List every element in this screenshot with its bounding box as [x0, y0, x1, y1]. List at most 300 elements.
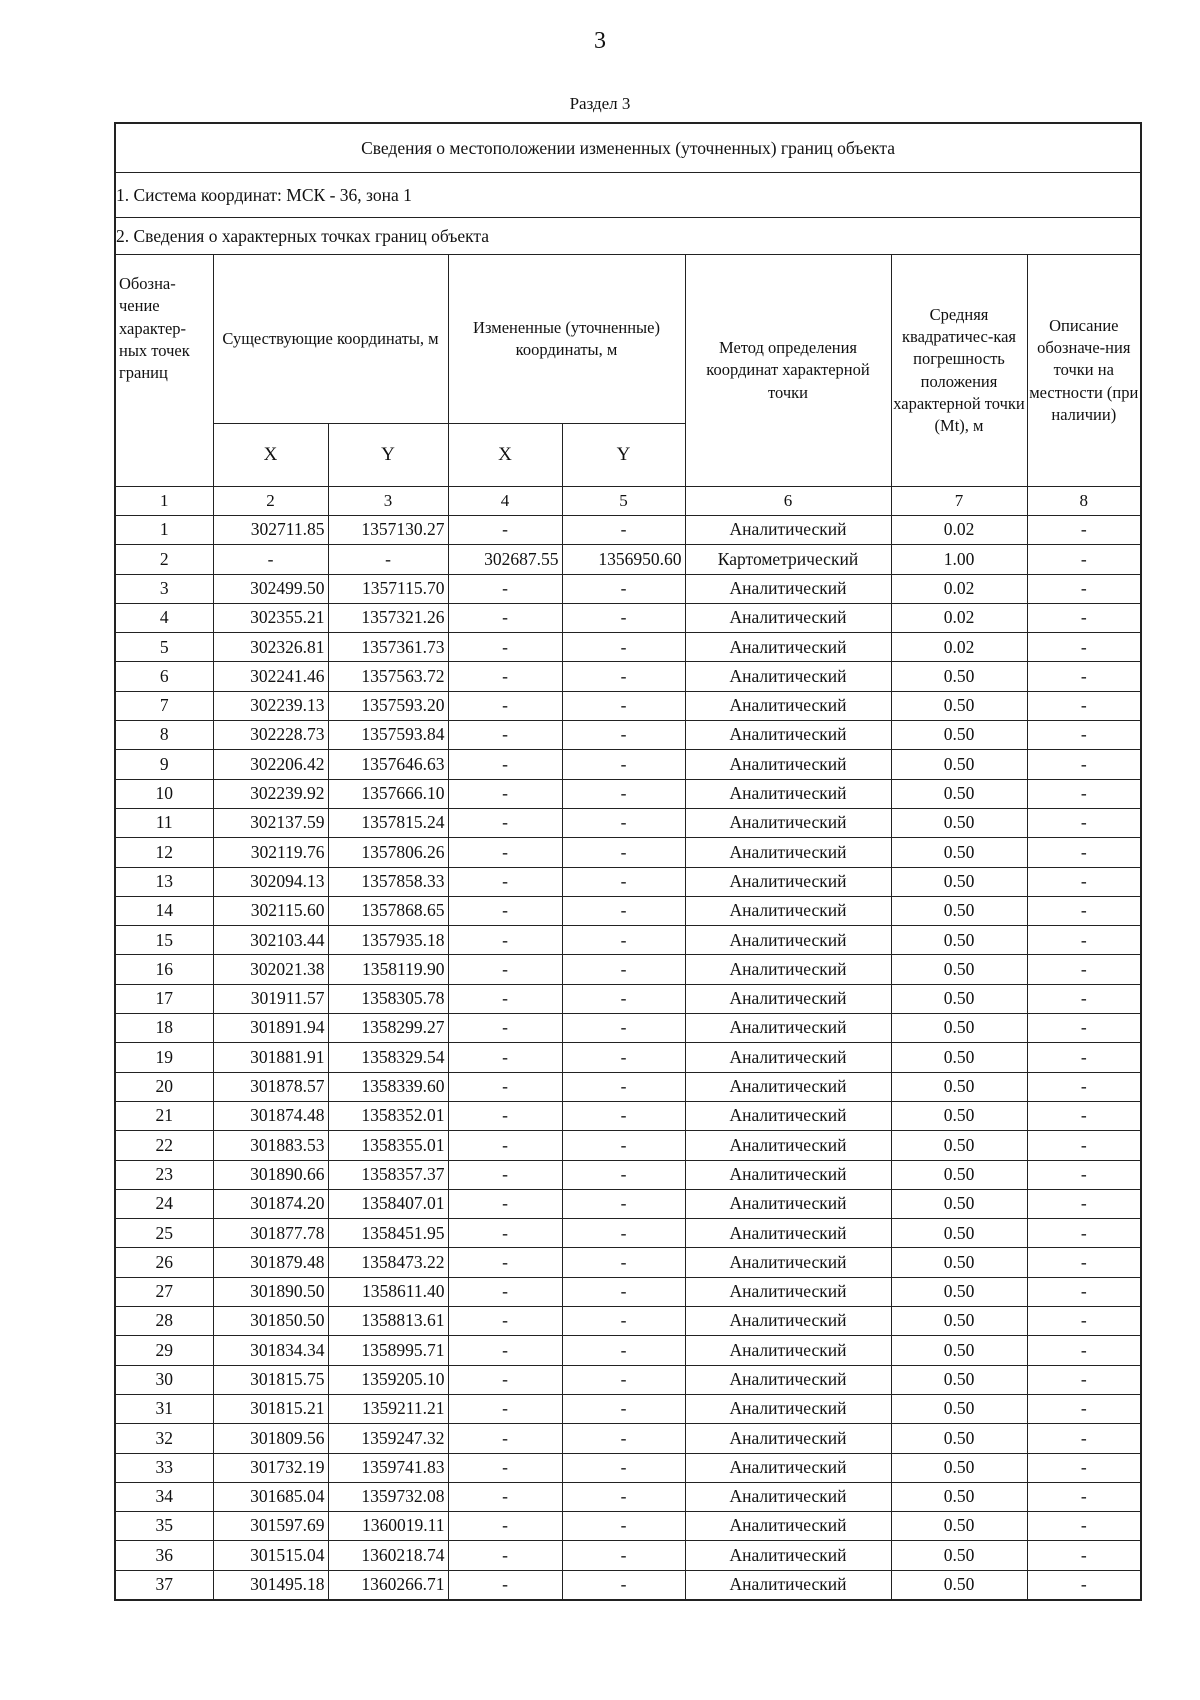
changed-y: -: [562, 779, 685, 808]
changed-y: -: [562, 721, 685, 750]
method: Аналитический: [685, 955, 891, 984]
mean-error: 0.50: [891, 838, 1027, 867]
changed-x: -: [448, 779, 562, 808]
method: Аналитический: [685, 1424, 891, 1453]
point-number: 10: [115, 779, 213, 808]
point-number: 21: [115, 1101, 213, 1130]
table-row: [115, 926, 1141, 955]
table-row: [115, 574, 1141, 603]
point-number: 33: [115, 1453, 213, 1482]
changed-x: -: [448, 574, 562, 603]
table-row: [115, 1394, 1141, 1423]
existing-y: 1357815.24: [328, 808, 448, 837]
existing-y: 1357935.18: [328, 926, 448, 955]
method: Аналитический: [685, 808, 891, 837]
table-row: [115, 1219, 1141, 1248]
existing-x: 301850.50: [213, 1307, 328, 1336]
point-number: 7: [115, 691, 213, 720]
mean-error: 0.50: [891, 779, 1027, 808]
existing-y: 1359741.83: [328, 1453, 448, 1482]
changed-y: -: [562, 516, 685, 545]
changed-x: -: [448, 1541, 562, 1570]
existing-x: 301878.57: [213, 1072, 328, 1101]
column-number: 3: [328, 487, 448, 516]
description: -: [1027, 808, 1141, 837]
table-row: [115, 1424, 1141, 1453]
coordinate-system: 1. Система координат: МСК - 36, зона 1: [115, 173, 1141, 218]
changed-y: -: [562, 1512, 685, 1541]
point-number: 13: [115, 867, 213, 896]
existing-x: 302499.50: [213, 574, 328, 603]
existing-x: 302241.46: [213, 662, 328, 691]
method: Аналитический: [685, 603, 891, 632]
existing-y: 1358611.40: [328, 1277, 448, 1306]
mean-error: 0.50: [891, 1424, 1027, 1453]
description: -: [1027, 1482, 1141, 1511]
mean-error: 0.50: [891, 750, 1027, 779]
existing-x: 301815.21: [213, 1394, 328, 1423]
point-number: 27: [115, 1277, 213, 1306]
method: Аналитический: [685, 1189, 891, 1218]
description: -: [1027, 779, 1141, 808]
existing-y: 1358451.95: [328, 1219, 448, 1248]
existing-y: 1357361.73: [328, 633, 448, 662]
existing-y: 1359247.32: [328, 1424, 448, 1453]
point-number: 12: [115, 838, 213, 867]
table-row: [115, 691, 1141, 720]
changed-x: -: [448, 955, 562, 984]
mean-error: 0.02: [891, 516, 1027, 545]
description: -: [1027, 603, 1141, 632]
method: Аналитический: [685, 896, 891, 925]
existing-x: 301890.66: [213, 1160, 328, 1189]
points-info: 2. Сведения о характерных точках границ объекта: [115, 218, 1141, 255]
description: -: [1027, 867, 1141, 896]
existing-y: 1358995.71: [328, 1336, 448, 1365]
changed-y: -: [562, 574, 685, 603]
existing-y: 1357868.65: [328, 896, 448, 925]
description: -: [1027, 1541, 1141, 1570]
changed-x: -: [448, 1160, 562, 1189]
point-number: 26: [115, 1248, 213, 1277]
mean-error: 0.50: [891, 1365, 1027, 1394]
table-row: [115, 633, 1141, 662]
mean-error: 0.50: [891, 955, 1027, 984]
changed-x: -: [448, 1277, 562, 1306]
description: -: [1027, 1365, 1141, 1394]
mean-error: 0.50: [891, 691, 1027, 720]
description: -: [1027, 1219, 1141, 1248]
existing-y: 1357115.70: [328, 574, 448, 603]
table-row: [115, 750, 1141, 779]
changed-x: -: [448, 1307, 562, 1336]
mean-error: 0.50: [891, 662, 1027, 691]
point-number: 30: [115, 1365, 213, 1394]
changed-y: -: [562, 1424, 685, 1453]
changed-y: -: [562, 1160, 685, 1189]
changed-y: 1356950.60: [562, 545, 685, 574]
method: Аналитический: [685, 1160, 891, 1189]
point-number: 9: [115, 750, 213, 779]
point-number: 18: [115, 1014, 213, 1043]
point-number: 35: [115, 1512, 213, 1541]
changed-y: -: [562, 926, 685, 955]
method: Аналитический: [685, 1043, 891, 1072]
existing-y: 1357321.26: [328, 603, 448, 632]
changed-y: -: [562, 808, 685, 837]
changed-y: -: [562, 838, 685, 867]
method: Аналитический: [685, 838, 891, 867]
mean-error: 0.02: [891, 574, 1027, 603]
method: Аналитический: [685, 574, 891, 603]
mean-error: 0.02: [891, 603, 1027, 632]
method: Аналитический: [685, 1219, 891, 1248]
existing-x: 302115.60: [213, 896, 328, 925]
existing-x: 301809.56: [213, 1424, 328, 1453]
table-title: Сведения о местоположении измененных (уточненных) границ объекта: [115, 123, 1141, 173]
changed-x: -: [448, 603, 562, 632]
description: -: [1027, 1307, 1141, 1336]
table-row: [115, 721, 1141, 750]
changed-y: -: [562, 867, 685, 896]
changed-y: -: [562, 896, 685, 925]
table-row: [115, 867, 1141, 896]
existing-y: 1357646.63: [328, 750, 448, 779]
table-row: [115, 1307, 1141, 1336]
method: Картометрический: [685, 545, 891, 574]
existing-y: 1360218.74: [328, 1541, 448, 1570]
method: Аналитический: [685, 516, 891, 545]
existing-y: 1359211.21: [328, 1394, 448, 1423]
table-row: [115, 1541, 1141, 1570]
description: -: [1027, 1131, 1141, 1160]
existing-y: 1358473.22: [328, 1248, 448, 1277]
mean-error: 0.50: [891, 721, 1027, 750]
existing-x: 301874.48: [213, 1101, 328, 1130]
point-number: 14: [115, 896, 213, 925]
column-number: 2: [213, 487, 328, 516]
header-existing-x: X: [213, 424, 328, 487]
existing-y: 1359205.10: [328, 1365, 448, 1394]
changed-y: -: [562, 1043, 685, 1072]
column-number: 5: [562, 487, 685, 516]
description: -: [1027, 1424, 1141, 1453]
mean-error: 1.00: [891, 545, 1027, 574]
changed-y: -: [562, 955, 685, 984]
method: Аналитический: [685, 633, 891, 662]
method: Аналитический: [685, 1101, 891, 1130]
section-label: Раздел 3: [569, 94, 631, 113]
existing-x: 301879.48: [213, 1248, 328, 1277]
changed-x: -: [448, 1131, 562, 1160]
mean-error: 0.50: [891, 1570, 1027, 1600]
description: -: [1027, 633, 1141, 662]
changed-x: -: [448, 1336, 562, 1365]
changed-x: -: [448, 721, 562, 750]
existing-x: 302103.44: [213, 926, 328, 955]
header-changed-y: Y: [562, 424, 685, 487]
mean-error: 0.50: [891, 1394, 1027, 1423]
changed-x: -: [448, 1072, 562, 1101]
existing-x: 301890.50: [213, 1277, 328, 1306]
boundary-points-table: [114, 122, 1142, 1601]
changed-y: -: [562, 750, 685, 779]
table-row: [115, 1014, 1141, 1043]
method: Аналитический: [685, 1307, 891, 1336]
point-number: 8: [115, 721, 213, 750]
column-number: 4: [448, 487, 562, 516]
existing-x: 301911.57: [213, 984, 328, 1013]
changed-y: -: [562, 662, 685, 691]
existing-y: 1358813.61: [328, 1307, 448, 1336]
mean-error: 0.50: [891, 1072, 1027, 1101]
changed-y: -: [562, 1336, 685, 1365]
header-changed-x: X: [448, 424, 562, 487]
existing-y: 1357666.10: [328, 779, 448, 808]
description: -: [1027, 1277, 1141, 1306]
description: -: [1027, 721, 1141, 750]
point-number: 19: [115, 1043, 213, 1072]
table-row: [115, 1072, 1141, 1101]
table-row: [115, 779, 1141, 808]
method: Аналитический: [685, 1482, 891, 1511]
mean-error: 0.50: [891, 1541, 1027, 1570]
existing-x: 301685.04: [213, 1482, 328, 1511]
changed-y: -: [562, 1541, 685, 1570]
mean-error: 0.50: [891, 896, 1027, 925]
table-row: [115, 955, 1141, 984]
changed-y: -: [562, 1482, 685, 1511]
existing-y: 1357593.20: [328, 691, 448, 720]
table-row: [115, 1365, 1141, 1394]
description: -: [1027, 1248, 1141, 1277]
point-number: 1: [115, 516, 213, 545]
existing-x: 301883.53: [213, 1131, 328, 1160]
point-number: 3: [115, 574, 213, 603]
existing-x: 301874.20: [213, 1189, 328, 1218]
existing-x: 301891.94: [213, 1014, 328, 1043]
header-designation: Обозна-чение характер-ных точек границ: [115, 255, 213, 487]
method: Аналитический: [685, 1072, 891, 1101]
column-number: 8: [1027, 487, 1141, 516]
method: Аналитический: [685, 1014, 891, 1043]
changed-x: -: [448, 1453, 562, 1482]
point-number: 16: [115, 955, 213, 984]
changed-x: -: [448, 1512, 562, 1541]
mean-error: 0.50: [891, 1101, 1027, 1130]
point-number: 23: [115, 1160, 213, 1189]
existing-x: 302711.85: [213, 516, 328, 545]
description: -: [1027, 926, 1141, 955]
column-number-row: [115, 487, 1141, 516]
table-row: [115, 1277, 1141, 1306]
changed-x: -: [448, 926, 562, 955]
description: -: [1027, 1570, 1141, 1600]
existing-x: 301597.69: [213, 1512, 328, 1541]
existing-x: 302119.76: [213, 838, 328, 867]
description: -: [1027, 896, 1141, 925]
table-row: [115, 1570, 1141, 1600]
changed-y: -: [562, 984, 685, 1013]
changed-x: -: [448, 1248, 562, 1277]
mean-error: 0.50: [891, 867, 1027, 896]
description: -: [1027, 1101, 1141, 1130]
header-error: Средняя квадратичес-кая погрешность положения характерной точки (Mt), м: [891, 255, 1027, 487]
existing-x: 302228.73: [213, 721, 328, 750]
mean-error: 0.50: [891, 1014, 1027, 1043]
existing-x: 301515.04: [213, 1541, 328, 1570]
changed-x: -: [448, 1014, 562, 1043]
existing-x: 301834.34: [213, 1336, 328, 1365]
changed-x: -: [448, 896, 562, 925]
changed-x: -: [448, 867, 562, 896]
table-row: [115, 1482, 1141, 1511]
method: Аналитический: [685, 1570, 891, 1600]
existing-x: 302137.59: [213, 808, 328, 837]
existing-y: 1357130.27: [328, 516, 448, 545]
method: Аналитический: [685, 1394, 891, 1423]
changed-y: -: [562, 603, 685, 632]
description: -: [1027, 1453, 1141, 1482]
existing-y: 1358355.01: [328, 1131, 448, 1160]
point-number: 11: [115, 808, 213, 837]
existing-y: 1358339.60: [328, 1072, 448, 1101]
description: -: [1027, 1394, 1141, 1423]
mean-error: 0.50: [891, 1189, 1027, 1218]
existing-y: 1358352.01: [328, 1101, 448, 1130]
description: -: [1027, 1043, 1141, 1072]
table-row: [115, 808, 1141, 837]
point-number: 20: [115, 1072, 213, 1101]
point-number: 29: [115, 1336, 213, 1365]
description: -: [1027, 1160, 1141, 1189]
description: -: [1027, 691, 1141, 720]
existing-y: 1360019.11: [328, 1512, 448, 1541]
existing-y: 1357858.33: [328, 867, 448, 896]
existing-y: 1357593.84: [328, 721, 448, 750]
changed-x: -: [448, 984, 562, 1013]
existing-y: 1358357.37: [328, 1160, 448, 1189]
table-row: [115, 516, 1141, 545]
method: Аналитический: [685, 867, 891, 896]
description: -: [1027, 1512, 1141, 1541]
existing-y: 1358299.27: [328, 1014, 448, 1043]
description: -: [1027, 1072, 1141, 1101]
column-number: 6: [685, 487, 891, 516]
method: Аналитический: [685, 1277, 891, 1306]
changed-x: -: [448, 808, 562, 837]
existing-y: 1358329.54: [328, 1043, 448, 1072]
method: Аналитический: [685, 1248, 891, 1277]
column-number: 1: [115, 487, 213, 516]
table-row: [115, 1043, 1141, 1072]
mean-error: 0.50: [891, 1277, 1027, 1306]
mean-error: 0.50: [891, 926, 1027, 955]
changed-x: -: [448, 1424, 562, 1453]
existing-x: 301815.75: [213, 1365, 328, 1394]
changed-x: -: [448, 662, 562, 691]
method: Аналитический: [685, 1365, 891, 1394]
description: -: [1027, 1189, 1141, 1218]
table-row: [115, 838, 1141, 867]
point-number: 17: [115, 984, 213, 1013]
changed-x: -: [448, 1189, 562, 1218]
column-number: 7: [891, 487, 1027, 516]
existing-x: 301877.78: [213, 1219, 328, 1248]
changed-y: -: [562, 1394, 685, 1423]
method: Аналитический: [685, 662, 891, 691]
existing-y: 1360266.71: [328, 1570, 448, 1600]
point-number: 34: [115, 1482, 213, 1511]
point-number: 6: [115, 662, 213, 691]
description: -: [1027, 662, 1141, 691]
table-row: [115, 1101, 1141, 1130]
changed-x: -: [448, 838, 562, 867]
existing-y: 1357563.72: [328, 662, 448, 691]
changed-y: -: [562, 633, 685, 662]
mean-error: 0.02: [891, 633, 1027, 662]
table-row: [115, 1160, 1141, 1189]
changed-y: -: [562, 1014, 685, 1043]
table-row: [115, 1189, 1141, 1218]
description: -: [1027, 545, 1141, 574]
changed-x: -: [448, 633, 562, 662]
header-method: Метод определения координат характерной точки: [685, 255, 891, 487]
changed-x: -: [448, 1365, 562, 1394]
changed-y: -: [562, 1248, 685, 1277]
point-number: 24: [115, 1189, 213, 1218]
mean-error: 0.50: [891, 1043, 1027, 1072]
changed-y: -: [562, 691, 685, 720]
changed-y: -: [562, 1277, 685, 1306]
changed-x: -: [448, 1570, 562, 1600]
changed-x: -: [448, 691, 562, 720]
existing-y: 1357806.26: [328, 838, 448, 867]
description: -: [1027, 1336, 1141, 1365]
table-row: [115, 1131, 1141, 1160]
mean-error: 0.50: [891, 1453, 1027, 1482]
point-number: 5: [115, 633, 213, 662]
changed-x: 302687.55: [448, 545, 562, 574]
mean-error: 0.50: [891, 1307, 1027, 1336]
existing-x: 301732.19: [213, 1453, 328, 1482]
point-number: 28: [115, 1307, 213, 1336]
existing-x: 302239.92: [213, 779, 328, 808]
mean-error: 0.50: [891, 1248, 1027, 1277]
mean-error: 0.50: [891, 1131, 1027, 1160]
table-row: [115, 896, 1141, 925]
changed-y: -: [562, 1307, 685, 1336]
existing-y: 1358407.01: [328, 1189, 448, 1218]
table-row: [115, 545, 1141, 574]
existing-x: 302326.81: [213, 633, 328, 662]
changed-y: -: [562, 1453, 685, 1482]
existing-y: -: [328, 545, 448, 574]
header-changed-coords: Измененные (уточненные) координаты, м: [448, 255, 685, 424]
table-row: [115, 984, 1141, 1013]
existing-x: 301881.91: [213, 1043, 328, 1072]
table-row: [115, 1512, 1141, 1541]
table-row: [115, 1248, 1141, 1277]
method: Аналитический: [685, 1131, 891, 1160]
point-number: 37: [115, 1570, 213, 1600]
changed-x: -: [448, 516, 562, 545]
changed-x: -: [448, 1101, 562, 1130]
mean-error: 0.50: [891, 1160, 1027, 1189]
existing-x: -: [213, 545, 328, 574]
existing-x: 302239.13: [213, 691, 328, 720]
point-number: 2: [115, 545, 213, 574]
